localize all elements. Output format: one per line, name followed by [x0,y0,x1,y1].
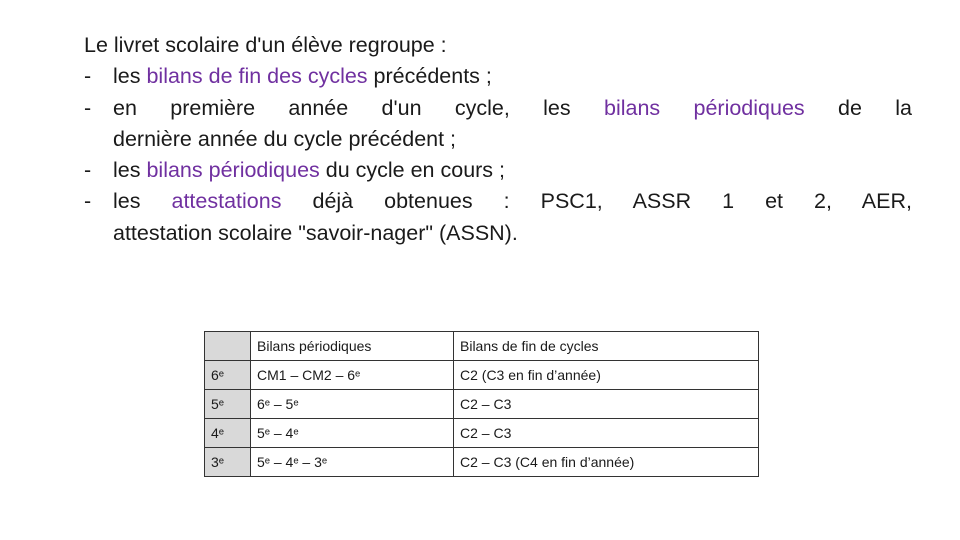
table-row [205,361,759,390]
item-line [113,93,912,124]
level-cell: 3ᵉ [205,448,251,477]
level-cell: 4ᵉ [205,419,251,448]
level-cell: 6ᵉ [205,361,251,390]
table-cell: C2 – C3 [454,419,759,448]
table-row [205,448,759,477]
level-cell: 5ᵉ [205,390,251,419]
item-text: précédents ; [367,64,492,89]
header-cell-corner [205,332,251,361]
item-line-continued: attestation scolaire "savoir-nager" (ASSN). [113,220,518,245]
item-text: de la [804,95,912,120]
table-cell: C2 – C3 (C4 en fin d’année) [454,448,759,477]
list-item [84,93,912,156]
highlighted-term: bilans de fin des cycles [146,64,368,89]
bullet-list [84,61,912,249]
header-cell: Bilans périodiques [251,332,454,361]
item-text: les [113,158,147,183]
table-cell: 6ᵉ – 5ᵉ [251,390,454,419]
intro-text: Le livret scolaire d'un élève regroupe : [84,33,447,57]
table-cell: 5ᵉ – 4ᵉ [251,419,454,448]
item-line-continued: dernière année du cycle précédent ; [113,126,457,151]
list-item [84,61,912,92]
table-cell: 5ᵉ – 4ᵉ – 3ᵉ [251,448,454,477]
cycles-table [204,331,759,477]
item-text: déjà obtenues : PSC1, ASSR 1 et 2, AER, [281,189,912,214]
list-item [84,186,912,249]
highlighted-term: attestations [171,189,282,214]
list-item [84,155,912,186]
item-text: les [113,189,172,214]
table-cell: C2 (C3 en fin d’année) [454,361,759,390]
slide-text [84,30,912,249]
item-text: les [113,64,147,89]
table-cell: C2 – C3 [454,390,759,419]
table-cell: CM1 – CM2 – 6ᵉ [251,361,454,390]
table-row [205,419,759,448]
highlighted-term: bilans périodiques [603,95,805,120]
item-line [113,186,912,217]
highlighted-term: bilans périodiques [146,158,320,183]
item-text: en première année d'un cycle, les [113,95,604,120]
table-header-row [205,332,759,361]
table-row [205,390,759,419]
item-text: du cycle en cours ; [319,158,506,183]
header-cell: Bilans de fin de cycles [454,332,759,361]
